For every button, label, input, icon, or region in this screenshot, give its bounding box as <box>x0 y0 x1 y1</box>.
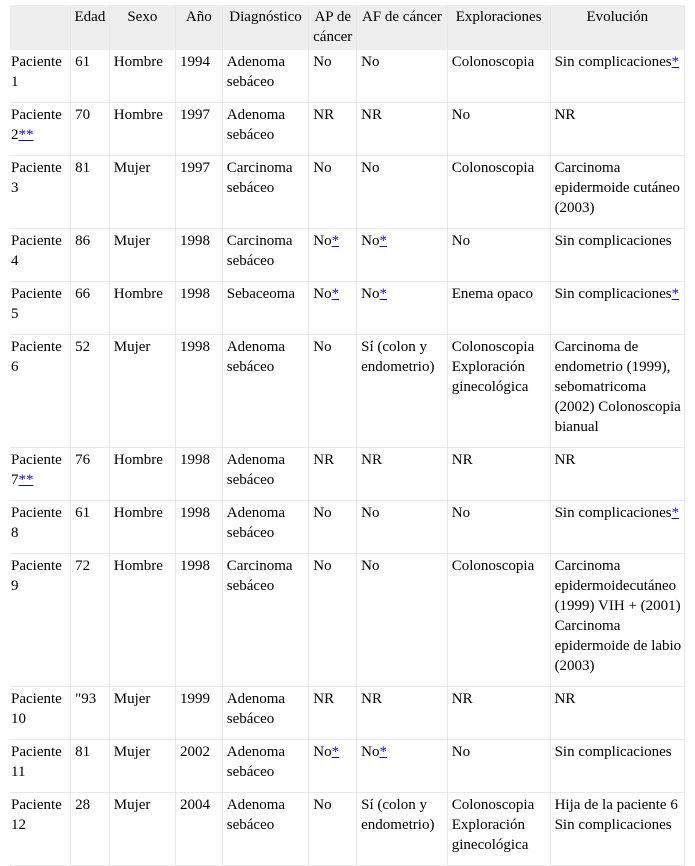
anio-cell: 1998 <box>176 229 223 282</box>
edad-cell: 61 <box>71 50 110 103</box>
patient-cell <box>10 103 71 156</box>
footnote-link[interactable]: * <box>671 286 680 302</box>
exploraciones-cell: Colonoscopia Exploración ginecológica <box>448 335 551 448</box>
table-row <box>10 50 685 103</box>
patient-cell <box>10 282 71 335</box>
anio-cell: 2002 <box>176 740 223 793</box>
af-value: NR <box>361 107 382 123</box>
anio-cell: 1998 <box>176 554 223 687</box>
patient-cell <box>10 793 71 866</box>
patient-label: Paciente 12 <box>11 797 62 833</box>
edad-cell: 28 <box>71 793 110 866</box>
sexo-cell: Hombre <box>110 448 176 501</box>
diagnostico-cell: Carcinoma sebáceo <box>223 156 310 229</box>
sexo-cell: Mujer <box>110 229 176 282</box>
header-cell-ap: AP de cáncer <box>309 5 357 50</box>
footnote-link[interactable]: * <box>331 744 340 760</box>
diagnostico-cell: Adenoma sebáceo <box>223 501 310 554</box>
diagnostico-cell: Carcinoma sebáceo <box>223 554 310 687</box>
exploraciones-cell: Colonoscopia <box>448 156 551 229</box>
header-cell-af: AF de cáncer <box>357 5 448 50</box>
exploraciones-cell: NR <box>448 448 551 501</box>
header-row <box>10 5 685 50</box>
exploraciones-cell: Colonoscopia Exploración ginecológica <box>448 793 551 866</box>
footnote-link[interactable]: * <box>331 233 340 249</box>
anio-cell: 1998 <box>176 501 223 554</box>
table-row <box>10 103 685 156</box>
ap-cell <box>309 282 357 335</box>
edad-cell: 61 <box>71 501 110 554</box>
evolucion-cell <box>551 448 685 501</box>
sexo-cell: Mujer <box>110 687 176 740</box>
ap-cell <box>309 103 357 156</box>
evolucion-value: NR <box>554 107 576 123</box>
ap-value: No <box>313 54 332 70</box>
af-cell <box>357 156 448 229</box>
evolucion-value: Carcinoma de endometrio (1999), sebomatricoma (2002) Colonoscopia bianual <box>554 339 681 435</box>
patient-cell <box>10 448 71 501</box>
edad-cell: 52 <box>71 335 110 448</box>
ap-value: No <box>313 797 332 813</box>
evolucion-cell <box>551 103 685 156</box>
table-row <box>10 156 685 229</box>
patient-cell <box>10 50 71 103</box>
edad-cell: 81 <box>71 156 110 229</box>
evolucion-cell <box>551 282 685 335</box>
diagnostico-cell: Adenoma sebáceo <box>223 448 310 501</box>
footnote-link[interactable]: * <box>379 286 387 302</box>
footnote-link[interactable]: * <box>379 233 387 249</box>
diagnostico-cell: Adenoma sebáceo <box>223 740 310 793</box>
patient-label: Paciente 8 <box>11 505 62 541</box>
evolucion-value: Carcinoma epidermoide cutáneo (2003) <box>554 160 680 216</box>
header-cell-diagnostico: Diagnóstico <box>223 5 310 50</box>
patient-cell <box>10 687 71 740</box>
anio-cell: 1998 <box>176 335 223 448</box>
diagnostico-cell: Adenoma sebáceo <box>223 103 310 156</box>
af-value: No <box>361 558 380 574</box>
header-cell-evolucion: Evolución <box>551 5 685 50</box>
evolucion-cell <box>551 156 685 229</box>
footnote-link[interactable]: * <box>331 286 340 302</box>
af-cell <box>357 229 448 282</box>
patient-label: Paciente 10 <box>11 691 62 727</box>
evolucion-value: Sin complicaciones <box>554 286 672 302</box>
patient-cell <box>10 335 71 448</box>
af-cell <box>357 793 448 866</box>
footnote-link[interactable]: ** <box>18 127 34 143</box>
evolucion-value: NR <box>554 691 576 707</box>
exploraciones-cell: Colonoscopia <box>448 554 551 687</box>
diagnostico-cell: Adenoma sebáceo <box>223 335 310 448</box>
anio-cell: 1998 <box>176 282 223 335</box>
af-cell <box>357 687 448 740</box>
table-row <box>10 554 685 687</box>
exploraciones-cell: No <box>448 740 551 793</box>
table-row <box>10 740 685 793</box>
evolucion-value: Hija de la paciente 6 Sin complicaciones <box>554 797 678 833</box>
anio-cell: 1999 <box>176 687 223 740</box>
patients-table <box>10 5 685 866</box>
af-value: NR <box>361 691 382 707</box>
sexo-cell: Hombre <box>110 50 176 103</box>
ap-cell <box>309 50 357 103</box>
table-row <box>10 282 685 335</box>
af-value: No <box>361 160 380 176</box>
ap-value: NR <box>313 107 335 123</box>
evolucion-cell <box>551 50 685 103</box>
af-cell <box>357 501 448 554</box>
evolucion-value: Sin complicaciones <box>554 505 672 521</box>
edad-cell: "93 <box>71 687 110 740</box>
header-cell-exploraciones: Exploraciones <box>448 5 551 50</box>
diagnostico-cell: Sebaceoma <box>223 282 310 335</box>
patient-label: Paciente 3 <box>11 160 62 196</box>
edad-cell: 76 <box>71 448 110 501</box>
ap-value: No <box>313 558 332 574</box>
footnote-link[interactable]: * <box>671 54 680 70</box>
af-value: NR <box>361 452 382 468</box>
exploraciones-cell: No <box>448 103 551 156</box>
af-cell <box>357 740 448 793</box>
ap-value: No <box>313 339 332 355</box>
anio-cell: 1994 <box>176 50 223 103</box>
sexo-cell: Hombre <box>110 103 176 156</box>
ap-cell <box>309 740 357 793</box>
exploraciones-cell: No <box>448 501 551 554</box>
table-row <box>10 448 685 501</box>
table-row <box>10 501 685 554</box>
evolucion-cell <box>551 554 685 687</box>
exploraciones-cell: NR <box>448 687 551 740</box>
header-cell-patient <box>10 5 71 50</box>
af-value: Sí (colon y endometrio) <box>361 339 435 375</box>
ap-cell <box>309 687 357 740</box>
af-value: No <box>361 233 380 249</box>
header-cell-sexo: Sexo <box>110 5 176 50</box>
patient-cell <box>10 740 71 793</box>
patient-label: Paciente 6 <box>11 339 62 375</box>
ap-value: No <box>313 233 332 249</box>
diagnostico-cell: Adenoma sebáceo <box>223 687 310 740</box>
header-cell-edad: Edad <box>71 5 110 50</box>
patient-label: Paciente 7 <box>11 452 62 488</box>
edad-cell: 86 <box>71 229 110 282</box>
af-cell <box>357 103 448 156</box>
ap-value: NR <box>313 691 335 707</box>
ap-cell <box>309 335 357 448</box>
patient-label: Paciente 2 <box>11 107 62 143</box>
evolucion-value: Sin complicaciones <box>554 54 672 70</box>
header-cell-anio: Año <box>176 5 223 50</box>
evolucion-cell <box>551 501 685 554</box>
af-value: Sí (colon y endometrio) <box>361 797 435 833</box>
ap-value: NR <box>313 452 335 468</box>
footnote-link[interactable]: * <box>671 505 680 521</box>
evolucion-value: Carcinoma epidermoidecutáneo (1999) VIH + (2001) Carcinoma epidermoide de labio (2003) <box>554 558 682 674</box>
anio-cell: 1997 <box>176 156 223 229</box>
diagnostico-cell: Adenoma sebáceo <box>223 50 310 103</box>
edad-cell: 72 <box>71 554 110 687</box>
ap-cell <box>309 156 357 229</box>
af-value: No <box>361 54 380 70</box>
patient-label: Paciente 11 <box>11 744 62 780</box>
evolucion-cell <box>551 793 685 866</box>
evolucion-cell <box>551 229 685 282</box>
af-cell <box>357 554 448 687</box>
ap-value: No <box>313 744 332 760</box>
patient-label: Paciente 1 <box>11 54 62 90</box>
sexo-cell: Mujer <box>110 740 176 793</box>
patient-label: Paciente 4 <box>11 233 62 269</box>
sexo-cell: Hombre <box>110 282 176 335</box>
patient-cell <box>10 501 71 554</box>
af-value: No <box>361 744 380 760</box>
anio-cell: 1997 <box>176 103 223 156</box>
ap-cell <box>309 501 357 554</box>
af-value: No <box>361 286 380 302</box>
af-cell <box>357 50 448 103</box>
edad-cell: 70 <box>71 103 110 156</box>
footnote-link[interactable]: ** <box>18 472 34 488</box>
diagnostico-cell: Carcinoma sebáceo <box>223 229 310 282</box>
ap-cell <box>309 448 357 501</box>
edad-cell: 66 <box>71 282 110 335</box>
footnote-link[interactable]: * <box>379 744 387 760</box>
patient-cell <box>10 554 71 687</box>
sexo-cell: Hombre <box>110 554 176 687</box>
ap-value: No <box>313 160 332 176</box>
evolucion-cell <box>551 687 685 740</box>
evolucion-value: NR <box>554 452 576 468</box>
af-value: No <box>361 505 380 521</box>
af-cell <box>357 335 448 448</box>
evolucion-value: Sin complicaciones <box>554 744 672 760</box>
patient-label: Paciente 9 <box>11 558 62 594</box>
evolucion-value: Sin complicaciones <box>554 233 672 249</box>
table-row <box>10 687 685 740</box>
patient-label: Paciente 5 <box>11 286 62 322</box>
sexo-cell: Mujer <box>110 793 176 866</box>
sexo-cell: Mujer <box>110 335 176 448</box>
table-row <box>10 793 685 866</box>
table-row <box>10 335 685 448</box>
sexo-cell: Mujer <box>110 156 176 229</box>
af-cell <box>357 448 448 501</box>
sexo-cell: Hombre <box>110 501 176 554</box>
table-row <box>10 229 685 282</box>
evolucion-cell <box>551 740 685 793</box>
patient-cell <box>10 229 71 282</box>
ap-value: No <box>313 505 332 521</box>
ap-value: No <box>313 286 332 302</box>
exploraciones-cell: No <box>448 229 551 282</box>
anio-cell: 2004 <box>176 793 223 866</box>
exploraciones-cell: Colonoscopia <box>448 50 551 103</box>
anio-cell: 1998 <box>176 448 223 501</box>
edad-cell: 81 <box>71 740 110 793</box>
ap-cell <box>309 554 357 687</box>
ap-cell <box>309 793 357 866</box>
ap-cell <box>309 229 357 282</box>
evolucion-cell <box>551 335 685 448</box>
diagnostico-cell: Adenoma sebáceo <box>223 793 310 866</box>
patient-cell <box>10 156 71 229</box>
exploraciones-cell: Enema opaco <box>448 282 551 335</box>
af-cell <box>357 282 448 335</box>
